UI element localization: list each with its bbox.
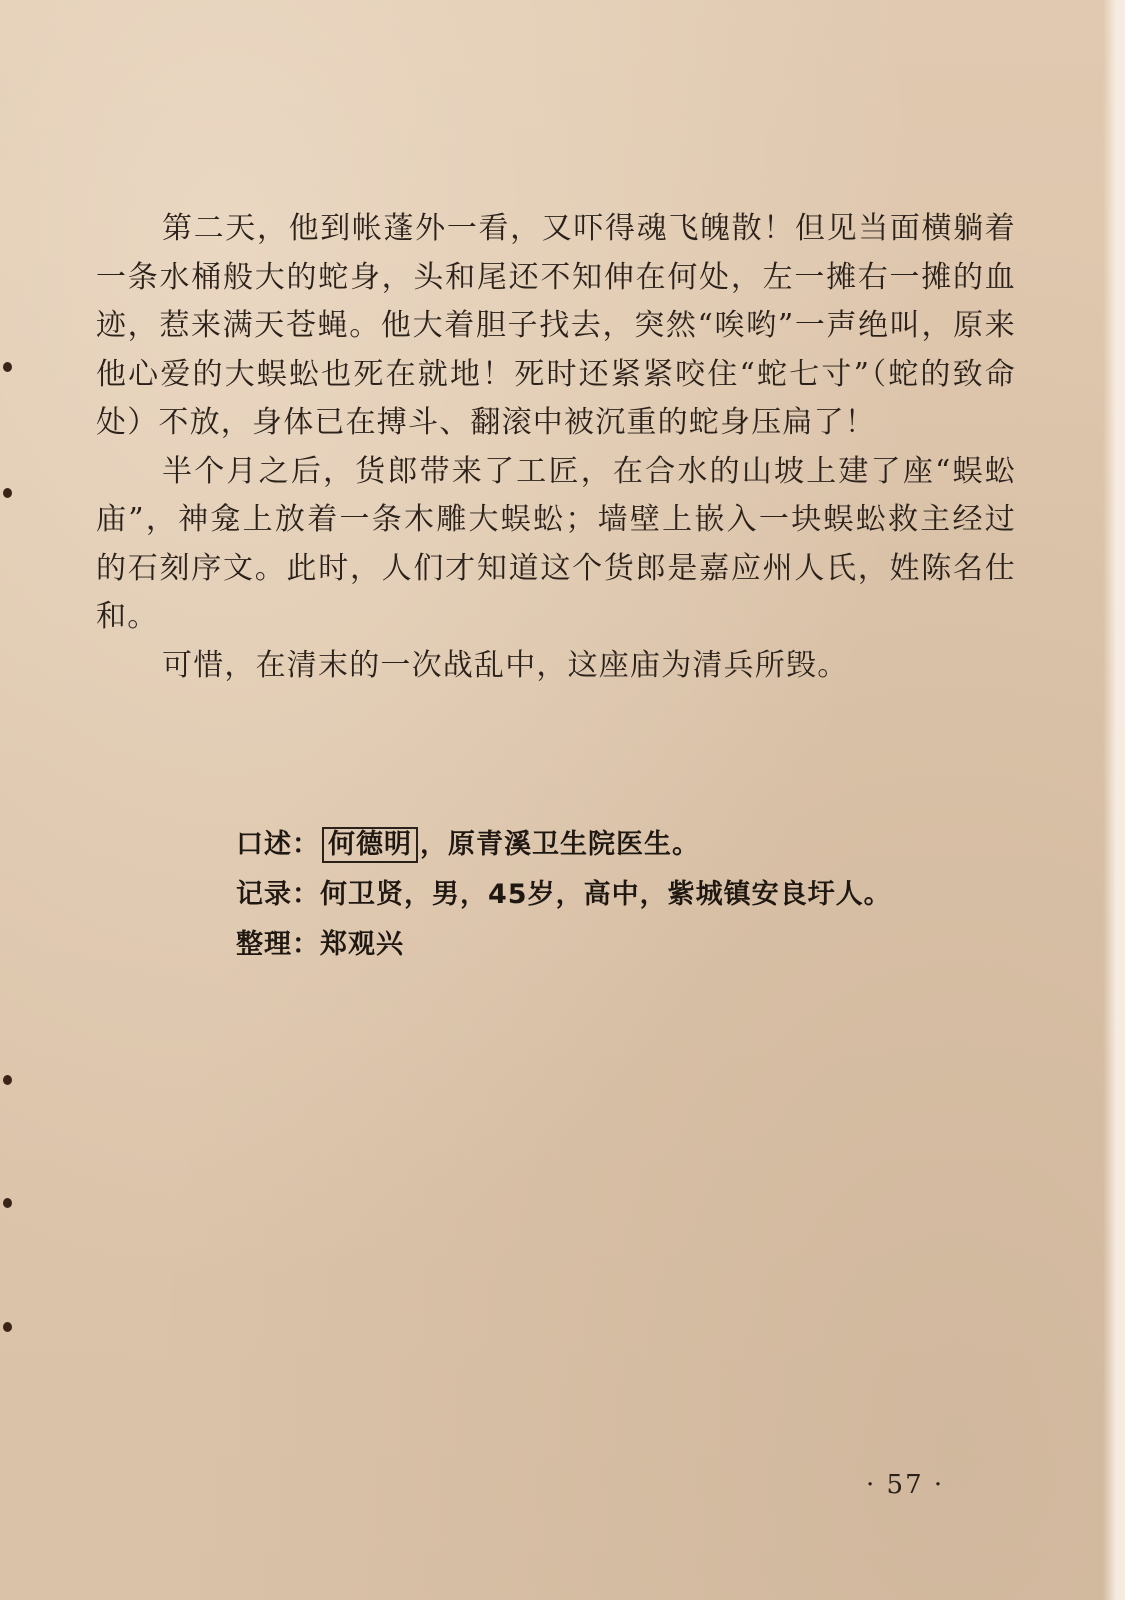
- editor-line: [236, 920, 1016, 970]
- binding-hole: [3, 1322, 12, 1332]
- page-edge: [1103, 0, 1125, 1600]
- binding-hole: [3, 1075, 12, 1085]
- binding-hole: [3, 1198, 12, 1208]
- paragraph: 可惜，在清末的一次战乱中，这座庙为清兵所毁。: [162, 647, 849, 683]
- paragraph: 第二天，他到帐蓬外一看，又吓得魂飞魄散！但见当面横躺着一条水桶般大的蛇身，头和尾还不知伸在何处，左一摊右一摊的血迹，惹来满天苍蝇。他大着胆子找去，突然“唉哟”一声绝叫，原来他心爱的大蜈蚣也死在就地！死时还紧紧咬住“蛇七寸”（蛇的致命处）不放，身体已在搏斗、翻滚中被沉重的蛇身压扁了！: [96, 211, 1016, 440]
- narrator-description: ，原青溪卫生院医生。: [420, 829, 700, 860]
- narrator-label: 口述：: [236, 829, 320, 860]
- narrator-line: [236, 820, 1016, 870]
- recorder-label: 记录：: [236, 879, 320, 910]
- editor-name: 郑观兴: [320, 929, 404, 960]
- recorder-line: [236, 870, 1016, 920]
- credits-block: [236, 820, 1016, 970]
- binding-hole: [3, 362, 12, 372]
- binding-hole: [3, 488, 12, 498]
- story-text: [96, 205, 1016, 690]
- narrator-name: 何德明: [322, 827, 418, 863]
- recorder-description: 何卫贤，男，45岁，高中，紫城镇安良圩人。: [320, 879, 892, 910]
- page-number: · 57 ·: [866, 1470, 945, 1500]
- editor-label: 整理：: [236, 929, 320, 960]
- paragraph: 半个月之后，货郎带来了工匠，在合水的山坡上建了座“蜈蚣庙”，神龛上放着一条木雕大蜈蚣；墙壁上嵌入一块蜈蚣救主经过的石刻序文。此时，人们才知道这个货郎是嘉应州人氏，姓陈名仕和。: [96, 453, 1016, 634]
